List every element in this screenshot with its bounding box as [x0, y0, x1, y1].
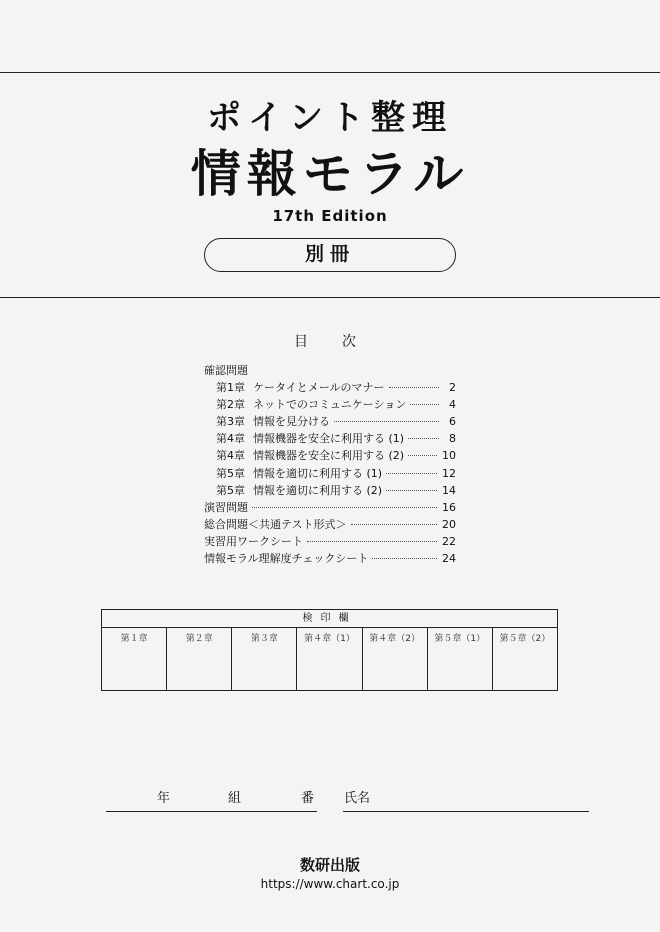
toc-entry[interactable] [204, 550, 456, 567]
toc-group-label [204, 362, 456, 379]
toc-entry[interactable] [204, 379, 456, 396]
toc-page-number: 20 [442, 517, 456, 531]
toc-entry[interactable] [204, 413, 456, 430]
toc-group-title: 確認問題 [204, 364, 248, 377]
toc-leader-dots [372, 558, 437, 559]
stamp-cell: 第２章 [167, 628, 232, 691]
toc-page-number: 14 [442, 483, 456, 497]
stamp-cells-row [102, 628, 557, 691]
edition-label: 17th Edition [272, 207, 388, 225]
toc-leader-dots [410, 404, 439, 405]
toc-chapter-number: 第5章 [216, 483, 245, 497]
year-label: 年 [157, 791, 171, 806]
class-info-underline [106, 811, 317, 812]
toc-page-number: 24 [442, 552, 456, 566]
toc-chapter-title: 情報を見分ける [253, 415, 330, 429]
toc-leader-dots [408, 455, 437, 456]
toc-page-number: 4 [449, 398, 456, 412]
table-of-contents [204, 362, 456, 567]
volume-badge: 別冊 [204, 238, 456, 272]
toc-chapter-number: 第2章 [216, 398, 245, 412]
stamp-cell: 第３章 [232, 628, 297, 691]
toc-chapter-number: 第5章 [216, 466, 245, 480]
cover-title-line2: 情報モラル [190, 145, 470, 203]
toc-chapter-title: 情報機器を安全に利用する (1) [253, 432, 405, 446]
toc-page-number: 6 [449, 415, 456, 429]
toc-page-number: 2 [449, 381, 456, 395]
toc-leader-dots [389, 387, 439, 388]
toc-chapter-title: 情報を適切に利用する (2) [253, 483, 383, 497]
toc-chapter-number: 第1章 [216, 381, 245, 395]
name-label: 氏名 [344, 791, 371, 806]
toc-entry[interactable] [204, 482, 456, 499]
toc-heading: 目 次 [294, 334, 366, 350]
class-label: 組 [228, 791, 242, 806]
toc-page-number: 12 [442, 466, 456, 480]
toc-page-number: 22 [442, 534, 456, 548]
toc-entry[interactable] [204, 533, 456, 550]
toc-page-number: 16 [442, 500, 456, 514]
toc-leader-dots [334, 421, 439, 422]
toc-entry[interactable] [204, 396, 456, 413]
toc-entry[interactable] [204, 430, 456, 447]
student-number-label: 番 [301, 791, 315, 806]
toc-section-title: 総合問題＜共通テスト形式＞ [204, 517, 347, 531]
toc-chapter-number: 第4章 [216, 449, 245, 463]
name-underline [343, 811, 589, 812]
toc-section-title: 情報モラル理解度チェックシート [204, 552, 369, 566]
toc-page-number: 10 [442, 449, 456, 463]
stamp-table-title: 検印欄 [102, 610, 557, 628]
stamp-cell: 第５章（1） [428, 628, 493, 691]
toc-page-number: 8 [449, 432, 456, 446]
header-bottom-rule [0, 297, 660, 298]
toc-chapter-title: 情報機器を安全に利用する (2) [253, 449, 405, 463]
toc-chapter-number: 第4章 [216, 432, 245, 446]
publisher-url[interactable]: https://www.chart.co.jp [260, 877, 400, 891]
stamp-cell: 第４章（2） [363, 628, 428, 691]
toc-section-title: 実習用ワークシート [204, 534, 303, 548]
stamp-cell: 第１章 [102, 628, 167, 691]
toc-leader-dots [307, 541, 437, 542]
approval-stamp-table [101, 609, 558, 691]
toc-leader-dots [351, 524, 437, 525]
toc-entry[interactable] [204, 516, 456, 533]
publisher-name: 数研出版 [299, 856, 360, 874]
toc-leader-dots [386, 490, 437, 491]
toc-leader-dots [386, 473, 437, 474]
cover-title-line1: ポイント整理 [207, 98, 453, 138]
toc-chapter-title: 情報を適切に利用する (1) [253, 466, 383, 480]
toc-section-title: 演習問題 [204, 500, 248, 514]
toc-chapter-number: 第3章 [216, 415, 245, 429]
stamp-cell: 第４章（1） [297, 628, 362, 691]
top-rule [0, 72, 660, 73]
toc-entry[interactable] [204, 465, 456, 482]
toc-chapter-title: ケータイとメールのマナー [253, 381, 385, 395]
toc-leader-dots [408, 438, 439, 439]
toc-entry[interactable] [204, 447, 456, 464]
stamp-cell: 第５章（2） [499, 634, 551, 644]
toc-chapter-title: ネットでのコミュニケーション [253, 398, 407, 412]
toc-leader-dots [252, 507, 437, 508]
toc-entry[interactable] [204, 499, 456, 516]
